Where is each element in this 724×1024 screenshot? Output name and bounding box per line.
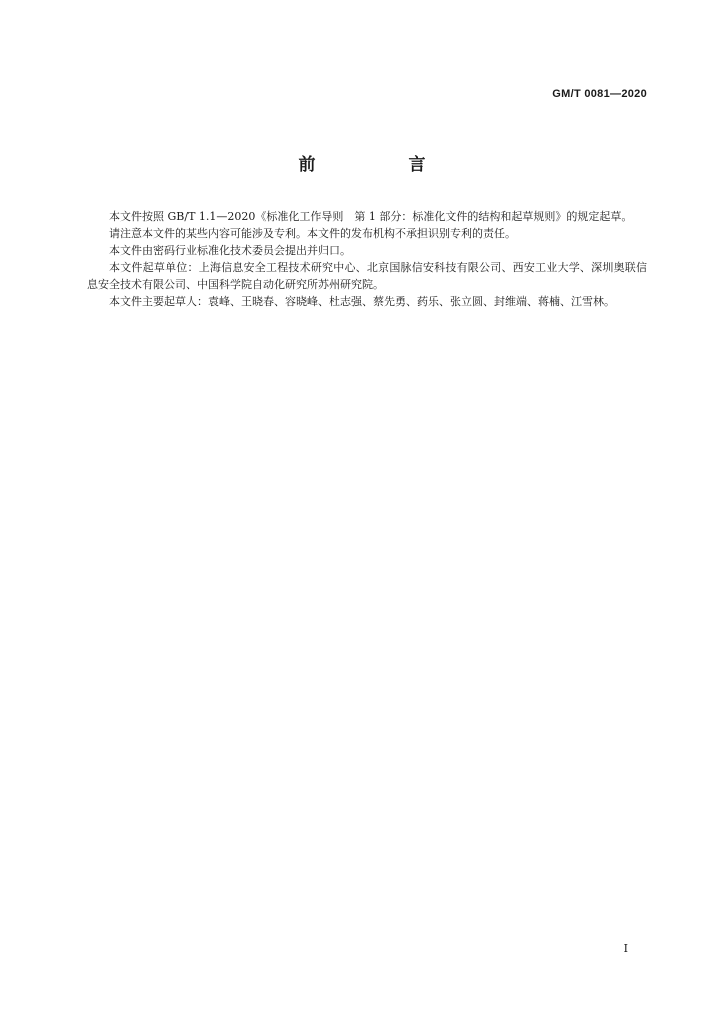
paragraph-drafting-units: 本文件起草单位：上海信息安全工程技术研究中心、北京国脉信安科技有限公司、西安工业大学、深圳奥联信息安全技术有限公司、中国科学院自动化研究所苏州研究院。 <box>87 261 647 291</box>
page-number: I <box>623 942 628 955</box>
paragraph-drafting-rules: 本文件按照 GB/T 1.1—2020《标准化工作导则 第 1 部分：标准化文件的结构和起草规则》的规定起草。 <box>109 210 633 223</box>
foreword-body <box>87 208 647 310</box>
paragraph-drafters: 本文件主要起草人：袁峰、王晓春、容晓峰、杜志强、蔡先勇、药乐、张立圆、封维端、蒋楠、江雪林。 <box>109 295 615 308</box>
paragraph-patent-notice: 请注意本文件的某些内容可能涉及专利。本文件的发布机构不承担识别专利的责任。 <box>109 227 516 240</box>
paragraph-proposer: 本文件由密码行业标准化技术委员会提出并归口。 <box>109 244 351 257</box>
standard-code: GM/T 0081—2020 <box>552 88 647 100</box>
page-title: 前 言 <box>298 155 464 175</box>
